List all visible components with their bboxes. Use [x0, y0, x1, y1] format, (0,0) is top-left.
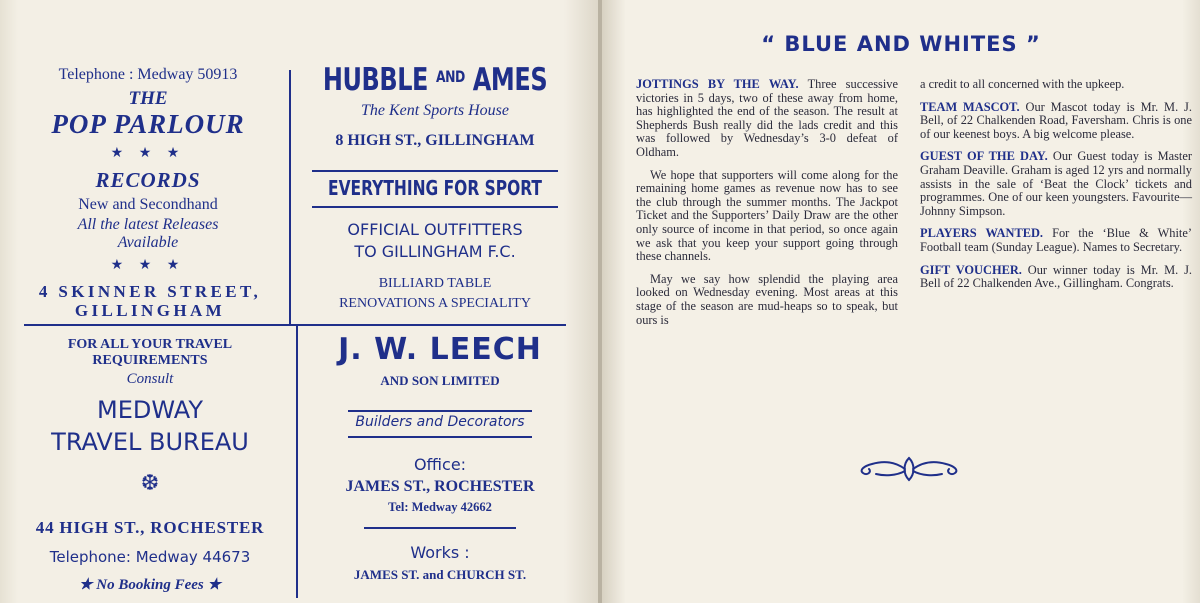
right-page: [602, 0, 1200, 603]
text-team-mascot: Our Mascot today is Mr. M. J. Bell, of 22 Chalkenden Road, Faversham. Chris is one of our keenest boys. A big welcome please.: [920, 99, 1192, 141]
text-guest: Our Guest today is Master Graham Deaville. Graham is aged 12 yrs and normally assists in the sale of ‘Beat the Clock’ tickets and programmes. One of our keen youngsters. Favourite—Johnny Simpson.: [920, 149, 1192, 218]
hubble-billiard: BILLIARD TABLE: [378, 276, 492, 291]
text-column-1: [636, 78, 898, 336]
hubble-ames-ad: [300, 62, 570, 150]
travel-medway: MEDWAY: [97, 396, 203, 424]
vertical-rule-top: [289, 70, 291, 324]
paragraph-gift-voucher: [920, 264, 1192, 291]
paragraph-guest: [920, 150, 1192, 218]
medway-travel-ad: [10, 337, 290, 496]
travel-line-2: REQUIREMENTS: [92, 353, 208, 368]
leech-rule-3: [364, 527, 516, 529]
travel-bureau: TRAVEL BUREAU: [51, 428, 249, 456]
pop-parlour-the: THE: [128, 88, 168, 109]
leech-rule-1: [348, 410, 532, 412]
pop-parlour-ad: [10, 66, 286, 274]
leech-works: Works :: [410, 543, 470, 562]
hubble-name: HUBBLE: [322, 62, 429, 98]
hubble-everything: EVERYTHING FOR SPORT: [328, 176, 542, 200]
travel-line-1: FOR ALL YOUR TRAVEL: [67, 337, 233, 352]
leech-tel: Tel: Medway 42662: [388, 500, 492, 514]
travel-no-booking: ★ No Booking Fees ★: [79, 577, 221, 593]
paragraph-playing-area: May we say how splendid the playing area looked on Wednesday evening. Most areas at this stage of the season are mud-heaps so to speak, but ours is: [636, 271, 898, 327]
hubble-rule-1: [312, 170, 558, 172]
leech-works-address: JAMES ST. and CHURCH ST.: [353, 567, 527, 582]
paragraph-jottings: [636, 78, 898, 160]
paragraph-upkeep: a credit to all concerned with the upkeep.: [920, 77, 1125, 91]
travel-consult: Consult: [126, 371, 174, 387]
heading-players-wanted: PLAYERS WANTED.: [920, 226, 1044, 241]
hubble-ames-address: 8 HIGH ST., GILLINGHAM: [335, 132, 535, 149]
paragraph-team-mascot: [920, 101, 1192, 142]
hubble-renovations: RENOVATIONS A SPECIALITY: [339, 296, 531, 311]
pop-parlour-name: POP PARLOUR: [51, 109, 245, 139]
heading-gift-voucher: GIFT VOUCHER.: [920, 262, 1022, 277]
hubble-official-2: TO GILLINGHAM F.C.: [354, 242, 516, 261]
leech-office: Office:: [413, 455, 467, 474]
text-players-wanted: For the ‘Blue & White’ Football team (Sunday League). Names to Secretary.: [920, 226, 1192, 254]
heading-jottings: JOTTINGS BY THE WAY.: [636, 77, 799, 91]
page-heading: “ BLUE AND WHITES ”: [761, 32, 1041, 56]
text-jottings: Three successive victories in 5 days, two of these away from home, has highlighted the end of the season. The result at Shepherds Bush really did the lads credit and this was followed by Wednesday’s 3-0 defeat of Oldham.: [636, 77, 898, 159]
pop-parlour-town: GILLINGHAM: [74, 301, 226, 320]
leech-office-address: JAMES ST., ROCHESTER: [345, 478, 535, 495]
paragraph-supporters: We hope that supporters will come along for the remaining home games as revenue now has to see the club through the summer months. The Jackpot Ticket and the Supporters’ Daily Draw are the other only source of income in that period, so once again we ask that you keep your support going through these channels.: [636, 167, 898, 264]
pop-parlour-stars: ★ ★ ★: [110, 146, 186, 161]
snowflake-icon: ❆: [140, 470, 160, 495]
pop-parlour-stars-2: ★ ★ ★: [110, 258, 186, 273]
paragraph-players-wanted: [920, 227, 1192, 254]
pop-parlour-new-secondhand: New and Secondhand: [78, 196, 218, 213]
heading-team-mascot: TEAM MASCOT.: [920, 99, 1020, 114]
flourish-ornament-icon: [854, 452, 964, 486]
leech-rule-2: [348, 436, 532, 438]
text-column-2: [920, 78, 1192, 300]
travel-address: 44 HIGH ST., ROCHESTER: [35, 518, 265, 537]
hubble-ames-name: [319, 62, 551, 98]
hubble-ames-tagline: The Kent Sports House: [361, 102, 509, 119]
hubble-rule-2: [312, 206, 558, 208]
heading-guest: GUEST OF THE DAY.: [920, 149, 1048, 164]
leech-son: AND SON LIMITED: [380, 373, 500, 388]
pop-parlour-latest: All the latest Releases: [77, 216, 219, 233]
pop-parlour-records: RECORDS: [95, 168, 201, 192]
travel-telephone: Telephone: Medway 44673: [49, 548, 251, 566]
pop-parlour-telephone: Telephone : Medway 50913: [58, 66, 238, 83]
text-gift-voucher: Our winner today is Mr. M. J. Bell of 22 Chalkenden Ave., Gillingham. Congrats.: [920, 262, 1192, 291]
horizontal-rule-middle: [24, 324, 566, 326]
vertical-rule-bottom: [296, 326, 298, 598]
leech-ad: [300, 332, 580, 389]
hubble-official-1: OFFICIAL OUTFITTERS: [347, 220, 523, 239]
leech-name: J. W. LEECH: [338, 332, 542, 367]
pop-parlour-available: Available: [117, 234, 179, 251]
leech-builders: Builders and Decorators: [355, 414, 525, 430]
hubble-and: AND: [435, 67, 465, 86]
ames-name: AMES: [472, 62, 548, 98]
pop-parlour-street: 4 SKINNER STREET,: [38, 282, 262, 301]
